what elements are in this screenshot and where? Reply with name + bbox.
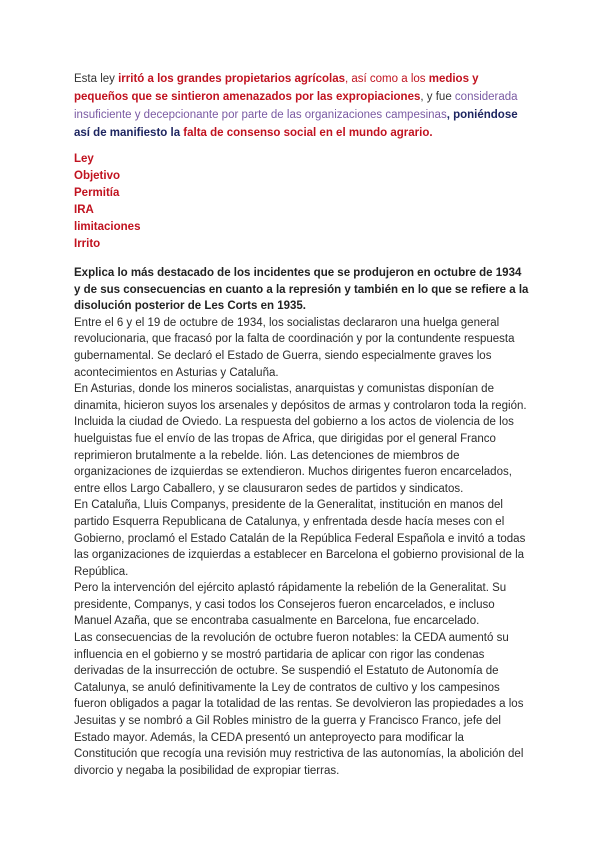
keyword-item: Objetivo — [74, 170, 121, 182]
intro-text-2: irritó a los grandes propietarios agrícolas — [118, 73, 345, 85]
keyword-list — [74, 151, 140, 253]
keyword-item: Permitía — [74, 187, 120, 199]
essay-paragraph-4: Pero la intervención del ejército aplastó rápidamente la rebelión de la Generalitat. Su presidente, Companys, y casi todos los Consejeros fueron encarcelados, e incluso Manuel Azaña, que se encontraba casualmente en Barcelona, fue encarcelado. — [74, 582, 507, 628]
intro-text-1: Esta ley — [74, 73, 119, 85]
keyword-item: Irrito — [74, 238, 101, 250]
intro-text-3: , así como a los — [344, 73, 429, 85]
keyword-item: Ley — [74, 153, 94, 165]
essay-paragraph-5: Las consecuencias de la revolución de octubre fueron notables: la CEDA aumentó su influencia en el gobierno y se mostró partidaria de aplicar con rigor las condenas derivadas de la insurrección de octubre. Se suspendió el Estatuto de Autonomía de Catalunya, se anuló definitivamente la Ley de contratos de cultivo y los campesinos fueron obligados a pagar la totalidad de las rentas. Se devolvieron las propiedades a los Jesuitas y se nombró a Gil Robles ministro de la guerra y Francisco Franco, jefe del Estado mayor. Además, la CEDA presentó un anteproyecto para modificar la Constitución que recogía una revisión muy restrictiva de las autonomías, la abolición del divorcio y negaba la posibilidad de expropiar tierras. — [74, 632, 524, 777]
intro-text-7: , poniéndose así de manifiesto la — [74, 109, 518, 139]
essay-paragraph-1: Entre el 6 y el 19 de octubre de 1934, los socialistas declararon una huelga general revolucionaria, que fracasó por la falta de coordinación y por la contundente respuesta gubernamental. Se declaró el Estado de Guerra, siendo especialmente graves los acontecimientos en Asturias y Cataluña. — [74, 316, 515, 379]
intro-paragraph — [74, 70, 528, 142]
intro-text-5: , y fue — [420, 91, 455, 103]
essay-section — [74, 265, 530, 779]
essay-paragraph-2: En Asturias, donde los mineros socialistas, anarquistas y comunistas disponían de dinamita, hicieron suyos los arsenales y depósitos de armas y controlaron toda la región. Incluida la ciudad de Oviedo. La respuesta del gobierno a los actos de violencia de los huelguistas fue el envío de las tropas de Africa, que dirigidas por el general Franco reprimieron brutalmente a la rebelde. lión. Las detenciones de miembros de organizaciones de izquierdas se extendieron. Muchos dirigentes fueron encarcelados, entre ellos Largo Caballero, y se clausuraron sedes de partidos y sindicatos. — [74, 383, 527, 495]
keyword-item: limitaciones — [74, 221, 141, 233]
intro-text-8: falta de consenso social en el mundo agrario. — [180, 127, 433, 139]
intro-text-6: considerada insuficiente y decepcionante por parte de las organizaciones campesinas — [74, 91, 518, 121]
keyword-item: IRA — [74, 204, 94, 216]
essay-paragraph-3: En Cataluña, Lluis Companys, presidente de la Generalitat, institución en manos del partido Esquerra Republicana de Catalunya, y enfrentada desde hacía meses con el Gobierno, proclamó el Estado Catalán de la República Federal Española e invitó a todas las organizaciones de izquierdas a establecer en Barcelona el gobierno provisional de la República. — [74, 499, 526, 578]
intro-text-4: medios y pequeños que se sintieron amenazados por las expropiaciones — [74, 73, 479, 103]
essay-question: Explica lo más destacado de los incidentes que se produjeron en octubre de 1934 y de sus consecuencias en cuanto a la represión y también en lo que se refiere a la disolución posterior de Les Corts en 1935. — [74, 267, 529, 313]
